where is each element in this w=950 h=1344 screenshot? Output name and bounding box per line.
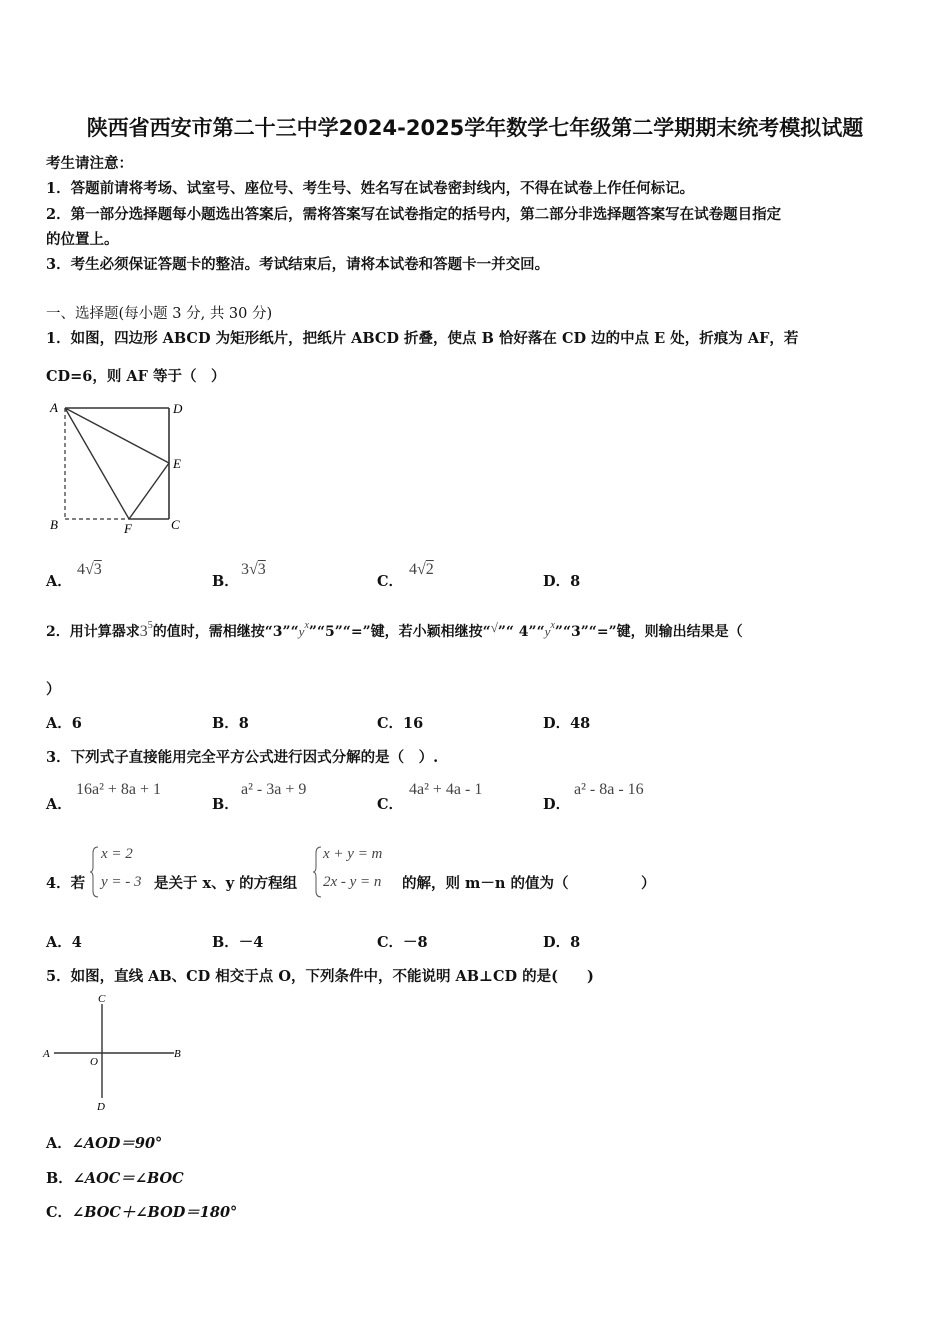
q5-option-a: A．∠AOD＝90° — [46, 1135, 163, 1152]
q1-label-a: A — [50, 400, 58, 415]
q2-option-a: A．6 — [46, 715, 82, 732]
q4-prefix: 4．若 — [46, 875, 86, 892]
q2-option-d: D．48 — [543, 715, 591, 732]
q3-option-a-label: A． — [46, 796, 72, 813]
q1-text-line2: CD=6，则 AF 等于（ ） — [46, 368, 226, 385]
q5-label-a: A — [43, 1048, 50, 1060]
q4-option-d: D．8 — [543, 934, 581, 951]
q1-text-line1: 1．如图，四边形 ABCD 为矩形纸片，把纸片 ABCD 折叠，使点 B 恰好落在 CD 边的中点 E 处，折痕为 AF，若 — [46, 330, 799, 347]
q2-option-b: B．8 — [212, 715, 249, 732]
q3-option-b-label: B． — [212, 796, 239, 813]
q1-label-b: B — [50, 517, 58, 532]
q1-option-a-value: 4√3 — [77, 561, 102, 578]
q3-option-c-expr: 4a² + 4a - 1 — [409, 781, 483, 798]
exam-title: 陕西省西安市第二十三中学2024-2025学年数学七年级第二学期期末统考模拟试题 — [86, 116, 864, 140]
notice-item-2: 2．第一部分选择题每小题选出答案后，需将答案写在试卷指定的括号内，第二部分非选择题答案写在试卷题目指定 — [46, 206, 782, 223]
q4-brace-2 — [313, 845, 323, 899]
q2-text-line1: 2．用计算器求$3^5$的值时，需相继按“$3”“y^x”“5”“=$”键，若小颖相继按“√”“ $4”“y^x”“3”“=$”键，则输出结果是（ — [46, 620, 743, 640]
notice-item-3: 3．考生必须保证答题卡的整洁。考试结束后，请将本试卷和答题卡一并交回。 — [46, 256, 550, 273]
q5-label-c: C — [98, 993, 106, 1005]
q3-option-a-expr: 16a² + 8a + 1 — [76, 781, 162, 798]
q5-figure — [40, 990, 190, 1115]
q3-text: 3．下列式子直接能用完全平方公式进行因式分解的是（ ）. — [46, 749, 439, 766]
q3-option-c-label: C． — [377, 796, 404, 813]
q2-text-line2: ） — [46, 681, 61, 698]
q5-text: 5．如图，直线 AB、CD 相交于点 O，下列条件中，不能说明 AB⊥CD 的是( ) — [46, 968, 594, 985]
q5-label-d: D — [97, 1101, 105, 1113]
q1-label-f: F — [124, 521, 132, 536]
q1-option-d: D．8 — [543, 573, 581, 590]
q5-option-b: B．∠AOC＝∠BOC — [46, 1170, 184, 1187]
q4-suffix: 的解，则 m－n 的值为（ ） — [402, 875, 656, 892]
q1-figure — [44, 396, 204, 536]
q1-label-d: D — [173, 401, 183, 416]
q3-option-d-expr: a² - 8a - 16 — [574, 781, 644, 798]
q3-option-d-label: D． — [543, 796, 571, 813]
q1-option-a-label: A． — [46, 573, 72, 590]
q4-option-c: C．－8 — [377, 934, 428, 951]
q1-label-c: C — [171, 517, 180, 532]
section-heading: 一、选择题(每小题 3 分, 共 30 分) — [46, 306, 273, 322]
q4-brace-1 — [90, 845, 100, 899]
q2-option-c: C．16 — [377, 715, 424, 732]
q3-option-b-expr: a² - 3a + 9 — [241, 781, 307, 798]
q1-option-c-label: C． — [377, 573, 404, 590]
notice-heading: 考生请注意： — [46, 155, 133, 172]
q5-label-b: B — [174, 1048, 181, 1060]
q4-middle: 是关于 x、y 的方程组 — [154, 875, 298, 892]
q1-option-b-value: 3√3 — [241, 561, 266, 578]
notice-item-1: 1．答题前请将考场、试室号、座位号、考生号、姓名写在试卷密封线内，不得在试卷上作任何标记。 — [46, 180, 695, 197]
q4-sys2-eq2: 2x - y = n — [323, 874, 382, 890]
q1-label-e: E — [173, 456, 181, 471]
q4-sys2-eq1: x + y = m — [323, 846, 383, 862]
q5-option-c: C．∠BOC＋∠BOD＝180° — [46, 1204, 238, 1221]
q4-option-b: B．－4 — [212, 934, 264, 951]
q4-option-a: A．4 — [46, 934, 82, 951]
q1-option-b-label: B． — [212, 573, 239, 590]
q4-sys1-eq1: x = 2 — [101, 846, 133, 862]
q5-label-o: O — [90, 1056, 98, 1068]
q1-option-c-value: 4√2 — [409, 561, 434, 578]
q1-segment-ef — [129, 463, 169, 519]
q4-sys1-eq2: y = - 3 — [101, 874, 142, 890]
notice-item-2-cont: 的位置上。 — [46, 231, 119, 248]
